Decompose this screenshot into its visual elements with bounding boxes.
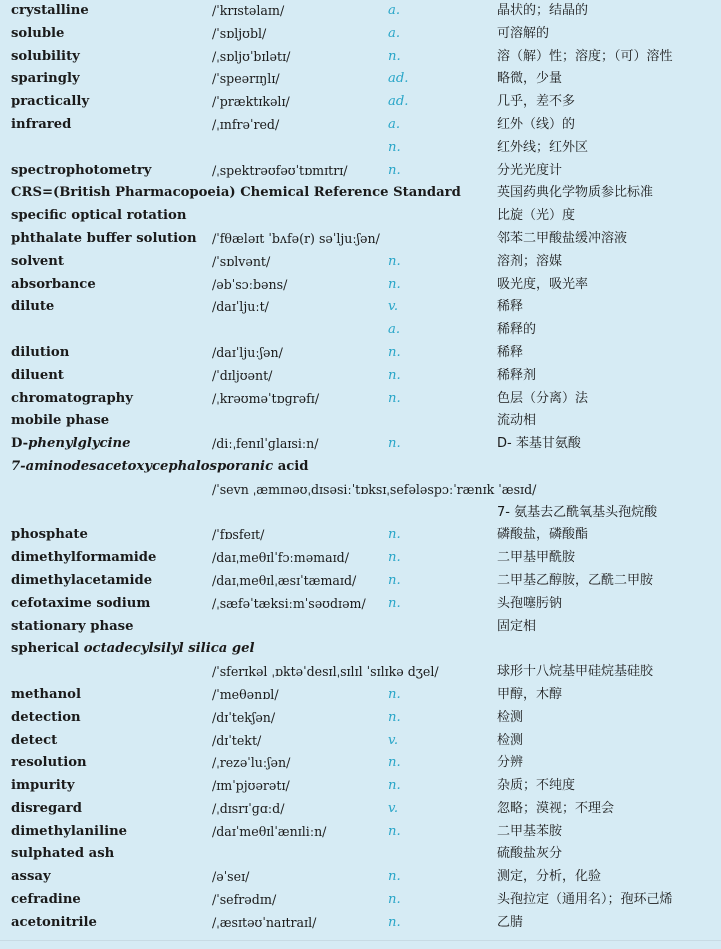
vocab-term <box>11 205 186 228</box>
vocab-term-text: mobile phase <box>11 413 110 429</box>
vocab-term-text: soluble <box>11 25 65 41</box>
vocab-translation: 分光光度计 <box>497 162 563 178</box>
vocab-row <box>0 114 721 137</box>
vocab-term-text: cefradine <box>11 892 81 908</box>
vocab-term-text: absorbance <box>11 276 96 292</box>
vocab-row <box>0 342 721 365</box>
vocab-part-of-speech: v. <box>388 732 399 748</box>
vocab-translation: 略微，少量 <box>497 71 563 87</box>
vocab-part-of-speech: n. <box>388 253 401 269</box>
vocab-row <box>0 775 721 798</box>
vocab-translation: 检测 <box>497 709 524 725</box>
vocab-term <box>11 365 64 388</box>
vocab-term-text: CRS=(British Pharmacopoeia) Chemical Reference Standard <box>11 185 461 201</box>
vocab-row <box>0 0 721 23</box>
vocab-part-of-speech: n. <box>388 48 401 64</box>
vocab-part-of-speech: ad. <box>388 71 409 87</box>
vocab-phonetic: /ˈsevn ˌæmɪnəʊˌdɪsəsiːˈtɒksɪˌsefələspɔːˈrænɪk ˈæsɪd/ <box>212 481 537 497</box>
vocab-translation: 稀释 <box>497 344 524 360</box>
vocab-term <box>11 593 150 616</box>
vocab-translation: 甲醇，木醇 <box>497 686 563 702</box>
vocab-term <box>11 68 80 91</box>
bottom-divider <box>0 940 721 941</box>
vocab-part-of-speech: n. <box>388 367 401 383</box>
vocab-term-text: D- <box>11 436 29 452</box>
vocab-part-of-speech: n. <box>388 162 401 178</box>
vocab-phonetic: /ˌrezəˈluːʃən/ <box>212 755 291 771</box>
vocab-term-text: stationary phase <box>11 618 134 634</box>
vocab-translation: D- 苯基甘氨酸 <box>497 436 581 452</box>
vocab-phonetic: /ˈmeθənɒl/ <box>212 686 279 702</box>
vocab-translation: 二甲基苯胺 <box>497 823 563 839</box>
vocab-row <box>0 570 721 593</box>
vocab-term-text: acetonitrile <box>11 914 97 930</box>
vocab-translation: 头孢噻肟钠 <box>497 595 563 611</box>
vocab-term <box>11 251 64 274</box>
vocab-phonetic: /dɪˈtekt/ <box>212 732 262 748</box>
vocab-row <box>0 433 721 456</box>
vocab-term-text: dimethylformamide <box>11 550 157 566</box>
vocab-term-text: detection <box>11 709 81 725</box>
vocab-row <box>0 68 721 91</box>
vocab-translation: 英国药典化学物质参比标准 <box>497 185 654 201</box>
vocab-part-of-speech: n. <box>388 755 401 771</box>
vocab-phonetic: /ˌspektrəʊfəʊˈtɒmɪtrɪ/ <box>212 162 348 178</box>
vocab-part-of-speech: n. <box>388 344 401 360</box>
vocab-phonetic: /ˈpræktɪkəlɪ/ <box>212 94 290 110</box>
vocab-translation: 磷酸盐，磷酸酯 <box>497 527 589 543</box>
vocab-row <box>0 616 721 639</box>
vocab-term-text: practically <box>11 94 90 110</box>
vocab-term <box>11 775 74 798</box>
vocab-row <box>0 205 721 228</box>
vocab-term <box>11 889 81 912</box>
vocab-term-text: infrared <box>11 116 72 132</box>
vocab-row <box>0 752 721 775</box>
vocab-term <box>11 798 82 821</box>
vocab-term-suffix: acid <box>273 458 309 474</box>
vocab-term-italic: octadecylsilyl silica gel <box>83 641 255 657</box>
vocab-term <box>11 114 71 137</box>
vocab-part-of-speech: n. <box>388 823 401 839</box>
vocab-term <box>11 684 81 707</box>
vocab-translation: 忽略；漠视；不理会 <box>497 800 615 816</box>
vocab-phonetic: /dɪˈtekʃən/ <box>212 709 276 725</box>
vocab-translation: 二甲基甲酰胺 <box>497 550 576 566</box>
vocab-row <box>0 319 721 342</box>
vocab-term <box>11 570 152 593</box>
vocab-part-of-speech: a. <box>388 116 401 132</box>
vocab-phonetic: /ˈkrɪstəlaɪn/ <box>212 3 285 18</box>
vocab-translation: 分辨 <box>497 755 524 771</box>
vocab-phonetic: /əˈseɪ/ <box>212 869 250 885</box>
vocab-term <box>11 160 151 183</box>
vocab-term-text: detect <box>11 732 58 748</box>
vocab-term <box>11 410 109 433</box>
vocab-row <box>0 798 721 821</box>
vocab-term <box>11 866 51 889</box>
vocab-translation: 稀释的 <box>497 322 537 338</box>
vocab-phonetic: /ˈsferɪkəl ˌɒktəˈdesɪlˌsɪlɪl ˈsɪlɪkə dʒel/ <box>212 664 439 680</box>
vocab-part-of-speech: n. <box>388 139 401 155</box>
vocab-term-text: dimethylaniline <box>11 823 128 839</box>
vocab-term <box>11 730 57 753</box>
vocab-row <box>0 547 721 570</box>
vocab-row <box>0 684 721 707</box>
vocab-term-text: dimethylacetamide <box>11 572 153 588</box>
vocab-part-of-speech: v. <box>388 800 399 816</box>
vocab-translation: 乙腈 <box>497 914 524 930</box>
vocab-term-italic: phenylglycine <box>28 436 131 452</box>
vocab-part-of-speech: n. <box>388 914 401 930</box>
vocab-term <box>11 524 88 547</box>
vocab-term-text: specific optical rotation <box>11 208 187 224</box>
vocab-part-of-speech: n. <box>388 572 401 588</box>
vocab-row <box>0 251 721 274</box>
vocab-phonetic: /daɪˌmeθɪlˌæsɪˈtæmaɪd/ <box>212 572 357 588</box>
vocab-phonetic: /ˈspeərɪŋlɪ/ <box>212 71 280 87</box>
vocab-row <box>0 843 721 866</box>
vocab-term-text: sulphated ash <box>11 846 115 862</box>
vocab-part-of-speech: n. <box>388 550 401 566</box>
vocab-translation: 溶（解）性；溶度；（可）溶性 <box>497 48 673 64</box>
vocab-term-text: sparingly <box>11 71 80 87</box>
vocab-term <box>11 296 54 319</box>
vocab-phonetic: /ˈsɒljʊbl/ <box>212 25 267 41</box>
vocab-translation: 固定相 <box>497 618 537 634</box>
vocab-translation: 检测 <box>497 732 524 748</box>
vocab-term <box>11 228 197 251</box>
vocab-part-of-speech: a. <box>388 322 401 338</box>
vocab-row <box>0 388 721 411</box>
vocab-phonetic: /daɪˌmeθɪlˈfɔːməmaɪd/ <box>212 550 349 566</box>
vocab-term-text: dilution <box>11 344 70 360</box>
vocab-translation: 吸光度，吸光率 <box>497 276 589 292</box>
vocab-phonetic: /ɪmˈpjʊərətɪ/ <box>212 778 290 794</box>
vocab-translation: 硫酸盐灰分 <box>497 846 563 862</box>
vocab-row <box>0 365 721 388</box>
vocab-row <box>0 661 721 684</box>
vocab-row <box>0 912 721 935</box>
vocab-phonetic: /əbˈsɔːbəns/ <box>212 276 288 292</box>
vocab-translation: 二甲基乙醇胺，乙酰二甲胺 <box>497 572 654 588</box>
vocab-term-text: diluent <box>11 367 64 383</box>
vocab-term <box>11 0 89 23</box>
vocab-row <box>0 296 721 319</box>
vocab-term <box>11 843 114 866</box>
vocab-row <box>0 502 721 525</box>
vocab-part-of-speech: ad. <box>388 94 409 110</box>
vocab-term-text: phosphate <box>11 527 88 543</box>
vocab-term-text: crystalline <box>11 3 89 18</box>
vocab-phonetic: /ˌæsɪtəʊˈnaɪtraɪl/ <box>212 914 317 930</box>
vocab-translation: 色层（分离）法 <box>497 390 589 406</box>
vocab-translation: 杂质；不纯度 <box>497 778 576 794</box>
vocab-term-text: solvent <box>11 253 64 269</box>
vocab-translation: 红外线；红外区 <box>497 139 589 155</box>
vocab-phonetic: /ˈfθæləɪt ˈbʌfə(r) səˈljuːʃən/ <box>212 230 380 246</box>
vocab-row <box>0 46 721 69</box>
vocab-term-italic: 7-aminodesacetoxycephalosporanic <box>11 458 274 474</box>
vocab-row <box>0 638 721 661</box>
vocab-term <box>11 456 309 479</box>
vocab-term <box>11 274 96 297</box>
vocab-part-of-speech: n. <box>388 709 401 725</box>
vocab-term <box>11 91 89 114</box>
vocab-row <box>0 137 721 160</box>
vocab-part-of-speech: a. <box>388 25 401 41</box>
vocab-phonetic: /ˌɪnfrəˈred/ <box>212 116 280 132</box>
vocab-phonetic: /ˈsɒlvənt/ <box>212 253 271 269</box>
vocab-phonetic: /ˌkrəʊməˈtɒɡrəfɪ/ <box>212 390 320 406</box>
vocab-term <box>11 638 255 661</box>
vocab-phonetic: /daɪˈmeθɪlˈænɪliːn/ <box>212 823 327 839</box>
vocab-row <box>0 228 721 251</box>
vocab-term <box>11 616 133 639</box>
vocab-translation: 稀释 <box>497 299 524 315</box>
vocab-phonetic: /daɪˈljuːt/ <box>212 299 269 315</box>
vocab-phonetic: /ˈsefrədɪn/ <box>212 892 277 908</box>
vocab-translation: 球形十八烷基甲硅烷基硅胶 <box>497 664 654 680</box>
vocab-term <box>11 912 97 935</box>
vocab-term <box>11 46 80 69</box>
vocab-term <box>11 707 81 730</box>
vocab-part-of-speech: n. <box>388 390 401 406</box>
vocab-translation: 头孢拉定（通用名）；孢环己烯 <box>497 892 673 908</box>
vocab-part-of-speech: n. <box>388 527 401 543</box>
vocab-row <box>0 821 721 844</box>
vocab-translation: 比旋（光）度 <box>497 208 576 224</box>
vocab-phonetic: /ˈfɒsfeɪt/ <box>212 527 265 543</box>
vocab-part-of-speech: n. <box>388 778 401 794</box>
vocab-term <box>11 547 156 570</box>
vocab-term-text: assay <box>11 869 51 885</box>
vocab-translation: 晶状的；结晶的 <box>497 3 589 18</box>
vocab-term <box>11 342 69 365</box>
vocab-term <box>11 821 127 844</box>
vocab-row <box>0 593 721 616</box>
vocab-row <box>0 160 721 183</box>
vocab-term-text: impurity <box>11 778 75 794</box>
vocab-row <box>0 524 721 547</box>
vocab-term-text: spherical <box>11 641 84 657</box>
vocab-row <box>0 866 721 889</box>
vocab-row <box>0 274 721 297</box>
vocab-row <box>0 456 721 479</box>
vocab-part-of-speech: n. <box>388 869 401 885</box>
vocab-row <box>0 182 721 205</box>
vocab-phonetic: /ˌsɒljʊˈbɪlətɪ/ <box>212 48 291 64</box>
vocab-term-text: disregard <box>11 800 82 816</box>
vocab-term-text: spectrophotometry <box>11 162 152 178</box>
vocab-part-of-speech: n. <box>388 436 401 452</box>
vocab-part-of-speech: n. <box>388 686 401 702</box>
vocab-row <box>0 91 721 114</box>
vocab-term-text: resolution <box>11 755 87 771</box>
vocab-term-text: chromatography <box>11 390 133 406</box>
vocab-translation: 红外（线）的 <box>497 116 576 132</box>
vocab-translation: 溶剂；溶媒 <box>497 253 563 269</box>
vocab-phonetic: /diːˌfenɪlˈɡlaɪsiːn/ <box>212 436 319 452</box>
vocab-phonetic: /ˈdɪljʊənt/ <box>212 367 273 383</box>
vocab-part-of-speech: a. <box>388 3 401 18</box>
vocab-row <box>0 707 721 730</box>
vocab-term <box>11 752 87 775</box>
vocab-translation: 7- 氨基去乙酰氧基头孢烷酸 <box>497 504 658 520</box>
vocab-term-text: methanol <box>11 686 81 702</box>
vocab-translation: 稀释剂 <box>497 367 537 383</box>
vocab-part-of-speech: n. <box>388 595 401 611</box>
vocab-part-of-speech: n. <box>388 276 401 292</box>
vocab-term-text: solubility <box>11 48 80 64</box>
vocab-row <box>0 410 721 433</box>
vocab-term <box>11 388 133 411</box>
vocab-phonetic: /ˌsæfəˈtæksiːmˈsəʊdɪəm/ <box>212 595 366 611</box>
vocab-translation: 几乎，差不多 <box>497 94 576 110</box>
vocab-part-of-speech: v. <box>388 299 399 315</box>
vocab-phonetic: /ˌdɪsrɪˈɡɑːd/ <box>212 800 285 816</box>
vocab-translation: 流动相 <box>497 413 537 429</box>
vocab-row <box>0 23 721 46</box>
vocab-row <box>0 479 721 502</box>
vocab-term <box>11 23 64 46</box>
vocab-term-text: cefotaxime sodium <box>11 595 151 611</box>
vocab-term-text: dilute <box>11 299 55 315</box>
vocab-row <box>0 730 721 753</box>
vocab-translation: 测定，分析，化验 <box>497 869 602 885</box>
vocab-translation: 可溶解的 <box>497 25 550 41</box>
vocab-row <box>0 889 721 912</box>
vocab-term <box>11 433 131 456</box>
vocab-term-text: phthalate buffer solution <box>11 230 197 246</box>
vocab-part-of-speech: n. <box>388 892 401 908</box>
vocab-translation: 邻苯二甲酸盐缓冲溶液 <box>497 230 628 246</box>
vocab-phonetic: /daɪˈljuːʃən/ <box>212 344 283 360</box>
vocab-term <box>11 182 461 205</box>
